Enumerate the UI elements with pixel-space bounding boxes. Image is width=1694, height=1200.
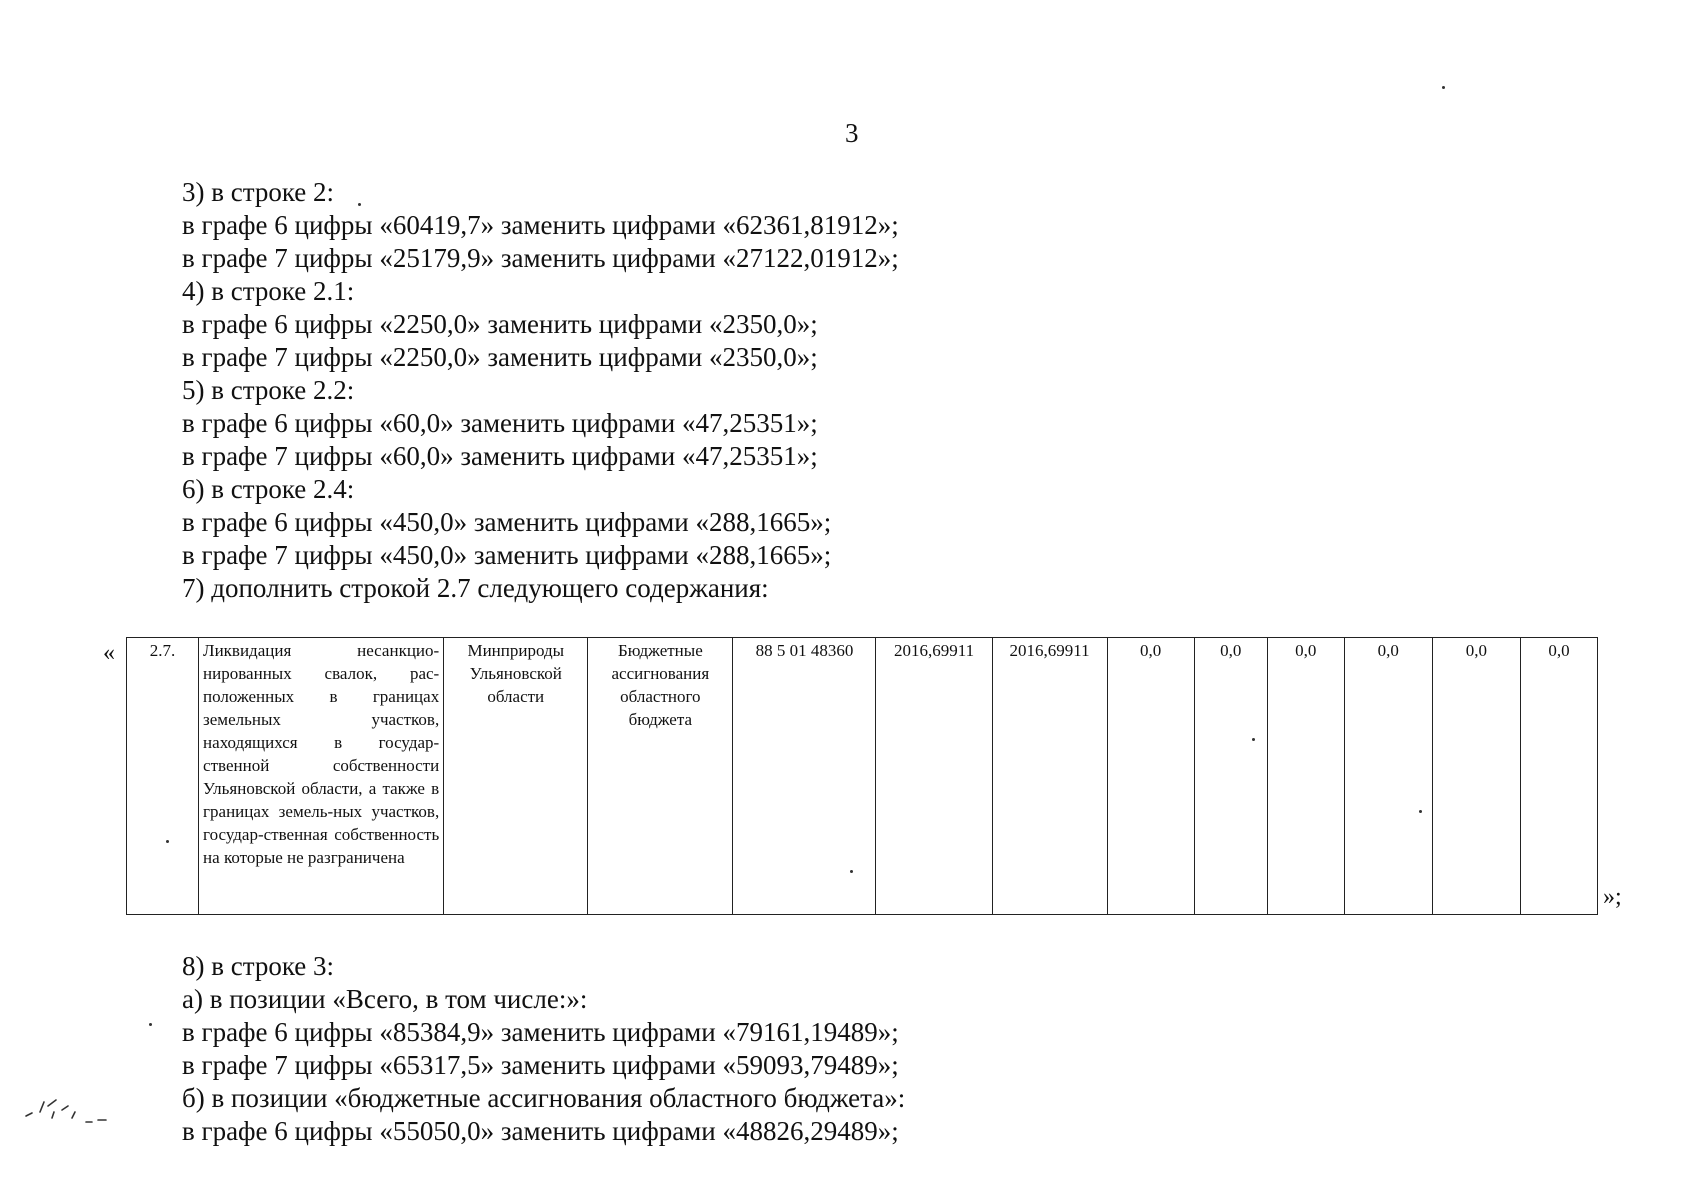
amendment-line: в графе 7 цифры «60,0» заменить цифрами «47,25351»; — [182, 441, 818, 471]
amendment-line: в графе 6 цифры «55050,0» заменить цифрами «48826,29489»; — [182, 1116, 899, 1146]
amendment-line: в графе 7 цифры «25179,9» заменить цифрами «27122,01912»; — [182, 243, 899, 273]
amendment-line: а) в позиции «Всего, в том числе:»: — [182, 984, 588, 1014]
amendment-line: в графе 7 цифры «450,0» заменить цифрами «288,1665»; — [182, 540, 832, 570]
amendment-line: 6) в строке 2.4: — [182, 474, 355, 504]
row-number-cell: 2.7. — [127, 638, 199, 915]
scan-speck — [149, 1023, 152, 1026]
total-cell: 2016,69911 — [876, 638, 992, 915]
year-cell-7: 0,0 — [1520, 638, 1597, 915]
amendment-line: в графе 6 цифры «60,0» заменить цифрами «47,25351»; — [182, 408, 818, 438]
scan-speck — [166, 840, 169, 843]
year-cell-4: 0,0 — [1267, 638, 1344, 915]
scan-speck — [850, 870, 853, 873]
amendment-line: в графе 7 цифры «65317,5» заменить цифрами «59093,79489»; — [182, 1050, 899, 1080]
closing-quote: »; — [1603, 884, 1622, 910]
scan-speck — [1252, 738, 1255, 741]
amendment-line: 5) в строке 2.2: — [182, 375, 355, 405]
amendment-line: б) в позиции «бюджетные ассигнования областного бюджета»: — [182, 1083, 906, 1113]
amendment-line: в графе 6 цифры «450,0» заменить цифрами «288,1665»; — [182, 507, 832, 537]
budget-code-cell: 88 5 01 48360 — [733, 638, 876, 915]
scan-speck — [1419, 810, 1422, 813]
year-cell-1: 2016,69911 — [992, 638, 1107, 915]
year-cell-5: 0,0 — [1344, 638, 1432, 915]
amendment-line: в графе 6 цифры «85384,9» заменить цифрами «79161,19489»; — [182, 1017, 899, 1047]
year-cell-3: 0,0 — [1194, 638, 1267, 915]
page-number: 3 — [845, 118, 859, 148]
amendment-line: в графе 7 цифры «2250,0» заменить цифрами «2350,0»; — [182, 342, 818, 372]
amendment-line: 3) в строке 2: — [182, 177, 335, 207]
amendment-list-top — [182, 176, 899, 605]
funding-source-cell: Бюджетные ассигнования областного бюджета — [588, 638, 733, 915]
amendment-line: в графе 6 цифры «2250,0» заменить цифрами «2350,0»; — [182, 309, 818, 339]
table-row — [127, 638, 1598, 915]
amendment-line: 8) в строке 3: — [182, 951, 335, 981]
amendment-line: 4) в строке 2.1: — [182, 276, 355, 306]
year-cell-6: 0,0 — [1432, 638, 1520, 915]
scan-speck — [358, 203, 361, 206]
description-cell: Ликвидация несанкцио-нированных свалок, рас-положенных в границах земельных участков, находящихся в государ-ственной собственности Ульяновской области, а также в границах земель-ных участков, государ-ственная собственность на которые не разграничена — [199, 638, 444, 915]
amendment-list-bottom — [182, 950, 905, 1148]
scan-speck — [1442, 86, 1445, 89]
opening-quote: « — [103, 640, 115, 666]
scan-scribble-mark — [22, 1092, 112, 1132]
amendment-line: 7) дополнить строкой 2.7 следующего содержания: — [182, 573, 769, 603]
executor-cell: Минприроды Ульяновской области — [444, 638, 588, 915]
year-cell-2: 0,0 — [1107, 638, 1194, 915]
amendment-line: в графе 6 цифры «60419,7» заменить цифрами «62361,81912»; — [182, 210, 899, 240]
inserted-row-table — [126, 637, 1598, 915]
